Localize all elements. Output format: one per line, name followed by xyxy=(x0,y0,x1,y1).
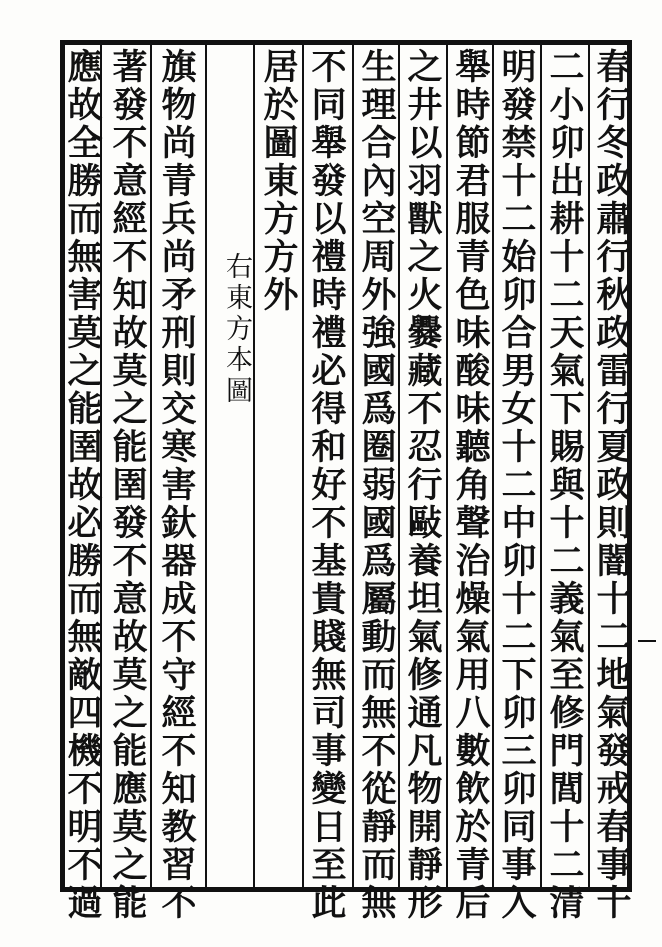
column-rule xyxy=(446,40,448,892)
column-rule xyxy=(492,40,494,892)
text-column: 明發禁十二始卯合男女十二中卯十二下卯三卯同事入 xyxy=(496,48,537,922)
text-column: 二小卯出耕十二天氣下賜與十二義氣至修門閭十二清 xyxy=(544,48,585,922)
text-column: 舉時節君服青色味酸味聽角聲治燥氣用八數飲於青后 xyxy=(450,48,491,922)
column-rule xyxy=(302,40,304,892)
column-rule xyxy=(588,40,590,892)
text-column: 著發不意經不知故莫之能圉發不意故莫之能應莫之能 xyxy=(107,48,148,922)
column-rule xyxy=(398,40,400,892)
text-column: 春行冬政肅行秋政雷行夏政則闇十二地氣發戒春事十 xyxy=(591,48,632,922)
column-rule xyxy=(150,40,152,892)
section-caption: 右東方本圖 xyxy=(221,252,252,407)
column-rule xyxy=(253,40,255,892)
column-rule xyxy=(352,40,354,892)
column-rule xyxy=(205,40,207,892)
text-column: 生理合內空周外強國爲圈弱國爲屬動而無不從靜而無 xyxy=(356,48,397,922)
text-column: 之井以羽獸之火爨藏不忍行敺養坦氣修通凡物開靜形 xyxy=(402,48,443,922)
text-column: 居於圖東方方外 xyxy=(258,48,299,314)
text-column: 旗物尚青兵尚矛刑則交寒害釱器成不守經不知教習不 xyxy=(156,48,197,922)
column-rule xyxy=(540,40,542,892)
text-column: 應故全勝而無害莫之能圉故必勝而無敵四機不明不過 xyxy=(62,48,103,922)
text-column: 不同舉發以禮時禮必得和好不基貴賤無司事變日至此 xyxy=(306,48,347,922)
page-edge-mark xyxy=(638,640,656,642)
